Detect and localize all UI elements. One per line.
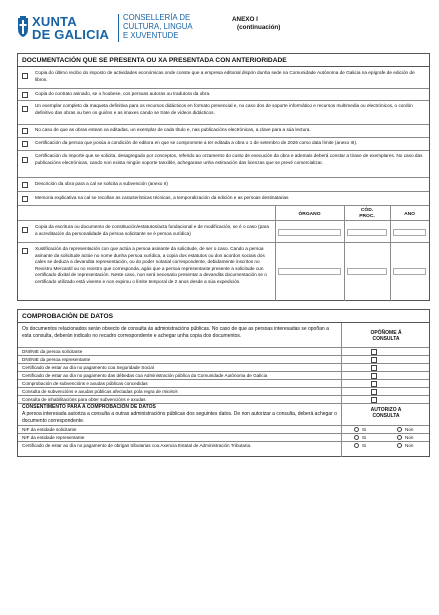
oppose-checkbox[interactable] (371, 349, 377, 355)
yes-label: Si (362, 442, 367, 448)
column-header-proc-line: PROC. (359, 213, 375, 219)
document-item-text: Xustificación da representación con que actúa a persoa asinante da solicitude, de ser o caso. Cando a persoa asinante da solicitude actúe no nome dunha persoa xurídica, a copia dos estatutos ou dos acordos sociais dos cales se deduza a devandita representación, ou do poder notarial correspondente, debidamente inscritos no Rexistro Mercantil ou no rexistro que corresponda, agás que a persoa representante presente a solicitude cun certificado dixital de representación. Neste caso, non será necesario presentar a devandita documentación se o certificado utilizado está vixente e non expirou o límite temporal de 2 anos desde a súa expedición. (35, 246, 267, 284)
authorize-no-radio[interactable] (397, 443, 402, 448)
authorize-column-header (342, 407, 430, 419)
document-checkbox[interactable] (22, 106, 28, 112)
row-divider (18, 220, 429, 221)
logo-text-galicia: DE GALICIA (32, 27, 110, 42)
document-item-text: Memoria explicativa na cal se recollan as características técnicas, a temporalización da edición e as persoas destinatarias (35, 195, 289, 200)
oppose-header-line: CONSULTA (372, 336, 400, 342)
document-item-text: Copia do último recibo do imposto de actividades económicas onde conste que a empresa editorial dispón dunha sede na Comunidade Autónoma de Galicia na epígrafe de edición de libros. (35, 70, 415, 82)
verification-row: Certificado de estar ao día no pagamento das débedas coa Administración pública da Comunidade Autónoma de Galicia (22, 373, 268, 378)
department-line-3: E XUVENTUDE (123, 31, 179, 40)
document-checkbox[interactable] (22, 141, 28, 147)
oppose-column-header (342, 330, 430, 342)
verification-intro-text: Os documentos relacionados serán obxecto de consulta ás administracións públicas. No caso de que as persoas interesadas se opoñan a esta consulta, deberán indicalo no recadro correspondente e achegar unha copia dos documentos. (22, 326, 329, 339)
data-verification-section (17, 309, 430, 457)
column-divider (341, 323, 342, 457)
document-item-text: Copia da escritura ou documento de constitución/estatutos/acta fundacional e de modificación, se é o caso (para a acreditación da personalidade da persoa solicitante se é persoa xurídica) (35, 224, 269, 236)
data-verification-title: COMPROBACIÓN DE DATOS (18, 310, 429, 323)
document-item (18, 126, 429, 135)
document-item (18, 139, 429, 148)
document-item (18, 194, 429, 203)
oppose-checkbox[interactable] (371, 389, 377, 395)
cod-proc-input[interactable] (347, 268, 387, 275)
row-divider (18, 191, 429, 192)
consent-title: CONSENTIMENTO PARA A COMPROBACIÓN DE DATOS (22, 404, 156, 410)
minimis-term: minimis (162, 389, 178, 394)
annex-subtitle: (continuación) (237, 23, 281, 31)
annex-title: ANEXO I (232, 16, 258, 23)
consent-row: NIF da entidade representante (22, 435, 85, 440)
row-divider (18, 242, 429, 243)
authorize-header-line: AUTORIZO A (370, 407, 402, 413)
organo-input[interactable] (278, 229, 341, 236)
department-line-2: CULTURA, LINGUA (123, 22, 193, 31)
row-divider (18, 124, 429, 125)
ano-input[interactable] (393, 229, 426, 236)
document-checkbox[interactable] (22, 248, 28, 254)
verification-row: Certificado de estar ao día no pagamento coa Seguridade Social (22, 365, 154, 370)
no-label: Non (405, 434, 414, 440)
documentation-section (17, 53, 430, 301)
verification-row: DNI/NIE da persoa solicitante (22, 349, 83, 354)
oppose-checkbox[interactable] (371, 365, 377, 371)
document-item-text: No caso de que as obras estean xa editadas, un exemplar de cada título e, nas publicacións electrónicas, a clave para a súa lectura. (35, 127, 311, 132)
oppose-checkbox[interactable] (371, 357, 377, 363)
document-item (18, 152, 429, 174)
yes-label: Si (362, 426, 367, 432)
xunta-emblem-icon (17, 16, 29, 38)
document-checkbox[interactable] (22, 182, 28, 188)
document-item (18, 102, 429, 122)
authorize-yes-radio[interactable] (354, 443, 359, 448)
row-divider (18, 177, 429, 178)
verification-row: DNI/NIE da persoa representante (22, 357, 91, 362)
row-divider (18, 100, 429, 101)
page-header (17, 10, 427, 44)
document-item (18, 69, 429, 86)
authorize-no-radio[interactable] (397, 427, 402, 432)
oppose-checkbox[interactable] (371, 373, 377, 379)
row-divider (18, 137, 429, 138)
row-divider (18, 205, 429, 206)
department-line-1: CONSELLERÍA DE (123, 13, 191, 22)
no-label: Non (405, 442, 414, 448)
document-checkbox[interactable] (22, 128, 28, 134)
document-item (18, 180, 429, 189)
consent-intro-text: A persoa interesada autoriza a consulta a outras administracións públicas dos seguintes datos. De non autorizar a consulta, deberá achegar o documento correspondente. (22, 411, 337, 424)
document-checkbox[interactable] (22, 157, 28, 163)
document-item-text: Descrición da obra para a cal se solicita a subvención (anexo II) (35, 181, 168, 186)
authorize-yes-radio[interactable] (354, 427, 359, 432)
logo-divider (118, 14, 119, 42)
verification-row: Comprobación de subvencións e axudas públicas concedidas (22, 381, 148, 386)
yes-label: Si (362, 434, 367, 440)
consent-row: Certificado de estar ao día no pagamento de obrigas tributarias coa Axencia Estatal de Administración Tributaria. (22, 443, 252, 448)
column-header-cod-line: CÓD. (360, 208, 374, 213)
department-name (123, 13, 193, 40)
ano-input[interactable] (393, 268, 426, 275)
document-item (18, 90, 429, 99)
consent-row: NIF da entidade solicitante (22, 427, 77, 432)
document-checkbox[interactable] (22, 196, 28, 202)
column-header-ano: ANO (404, 212, 415, 217)
document-item-text: Certificación do importe que se solicita, desagregado por conceptos, referido ao orzamento do custo de execución da obra e ademais deberá constar a tiraxe de exemplares. No caso das publicacións electrónicas, cando non exista ningún soporte tanxible, achegarase unha estimación das licenzas que se prevé comercializar. (35, 153, 423, 165)
cod-proc-input[interactable] (347, 229, 387, 236)
logo-text-xunta: XUNTA (32, 14, 77, 29)
no-label: Non (405, 426, 414, 432)
documentation-section-title: DOCUMENTACIÓN QUE SE PRESENTA OU XA PRESENTADA CON ANTERIORIDADE (18, 54, 429, 67)
oppose-checkbox[interactable] (371, 381, 377, 387)
document-checkbox[interactable] (22, 227, 28, 233)
document-checkbox[interactable] (22, 73, 28, 79)
row-divider (18, 150, 429, 151)
oppose-header-line: OPÓÑOME Á (370, 330, 402, 336)
row-divider (18, 88, 429, 89)
column-header-organo: ÓRGANO (298, 212, 321, 217)
authorize-yes-radio[interactable] (354, 435, 359, 440)
document-item-text: Copia do contrato asinado, se o houbese, cos persoas autoras ou tradutora da obra. (35, 91, 211, 96)
authorize-header-line: CONSULTA (372, 413, 400, 419)
authorize-no-radio[interactable] (397, 435, 402, 440)
verification-row: Consulta de subvencións e axudas públicas afectadas pola regra de minimis (22, 389, 178, 394)
verification-row: Consulta de inhabilitacións para obter subvencións e axudas (22, 397, 146, 402)
document-checkbox[interactable] (22, 92, 28, 98)
document-item-text: Certificación da persoa que posúa a condición de editora en que se compromete a ter editada a obra o 1 de setembro de 2026 como data límite (anexo III). (35, 140, 358, 145)
column-header-cod-proc (344, 208, 390, 219)
oppose-checkbox[interactable] (371, 397, 377, 403)
annex-heading (232, 16, 280, 31)
organo-input[interactable] (278, 268, 341, 275)
document-item-text: Un exemplar completo da maqueta definitiva para os recursos didácticos en formato presencial e, no caso dos de soporte informático e recursos multimedia ou electrónicos, o cordón definitivo das obras ou ben os guións e as imaxes cando se trate de vídeos didácticos. (35, 103, 413, 115)
